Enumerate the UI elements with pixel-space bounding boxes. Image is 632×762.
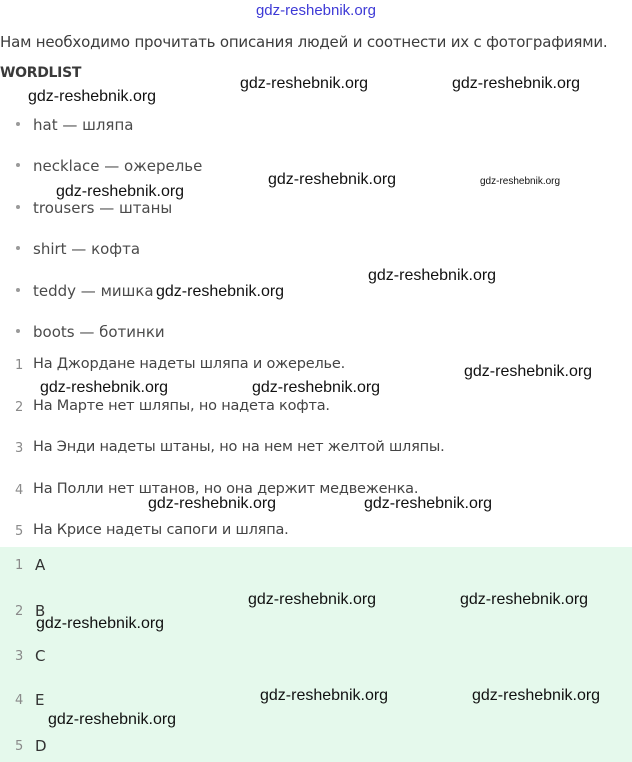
sentence-number: 1 [15, 358, 24, 373]
answer-letter: A [35, 556, 46, 574]
watermark: gdz-reshebnik.org [36, 615, 165, 632]
sentence-text: На Крисе надеты сапоги и шляпа. [33, 522, 289, 538]
wordlist-item [33, 323, 165, 341]
wordlist-item-text: teddy — мишка [33, 282, 154, 300]
answer-letter: B [35, 602, 46, 620]
wordlist-item-text: shirt — кофта [33, 240, 141, 258]
sentence-number: 4 [15, 483, 24, 498]
watermark: gdz-reshebnik.org [364, 495, 493, 512]
wordlist-item [33, 240, 140, 258]
wordlist-title: WORDLIST [0, 65, 82, 81]
bullet-icon [16, 288, 20, 292]
answer-letter: C [35, 647, 46, 665]
sentence-text: На Энди надеты штаны, но на нем нет желтой шляпы. [33, 439, 445, 455]
wordlist-item [33, 157, 202, 175]
wordlist-item-text: hat — шляпа [33, 116, 134, 134]
wordlist-item [33, 199, 172, 217]
answer-number: 3 [15, 649, 24, 664]
site-watermark-header: gdz-reshebnik.org [255, 2, 377, 19]
wordlist-item [33, 116, 133, 134]
watermark: gdz-reshebnik.org [28, 88, 157, 105]
watermark: gdz-reshebnik.org [56, 183, 185, 200]
watermark: gdz-reshebnik.org [460, 591, 589, 608]
answer-letter: D [35, 737, 47, 755]
watermark: gdz-reshebnik.org [268, 171, 397, 188]
sentence-text: На Полли нет штанов, но она держит медвеженка. [33, 481, 419, 497]
watermark: gdz-reshebnik.org [248, 591, 377, 608]
answer-number: 2 [15, 604, 24, 619]
wordlist-item-text: boots — ботинки [33, 323, 165, 341]
answers-panel [0, 547, 632, 762]
watermark: gdz-reshebnik.org [148, 495, 277, 512]
sentence-number: 5 [15, 524, 24, 539]
answer-number: 4 [15, 693, 24, 708]
watermark: gdz-reshebnik.org [368, 267, 497, 284]
bullet-icon [16, 163, 20, 167]
wordlist-item-text: necklace — ожерелье [33, 157, 203, 175]
watermark: gdz-reshebnik.org [252, 379, 381, 396]
answer-number: 5 [15, 739, 24, 754]
sentence-text: На Джордане надеты шляпа и ожерелье. [33, 356, 345, 372]
bullet-icon [16, 205, 20, 209]
answer-letter: E [35, 691, 45, 709]
answer-number: 1 [15, 558, 24, 573]
wordlist-item [33, 282, 154, 300]
watermark: gdz-reshebnik.org [48, 711, 177, 728]
watermark: gdz-reshebnik.org [464, 363, 593, 380]
watermark: gdz-reshebnik.org [472, 687, 601, 704]
watermark: gdz-reshebnik.org [480, 176, 561, 187]
watermark: gdz-reshebnik.org [240, 75, 369, 92]
watermark: gdz-reshebnik.org [260, 687, 389, 704]
bullet-icon [16, 246, 20, 250]
bullet-icon [16, 122, 20, 126]
sentence-text: На Марте нет шляпы, но надета кофта. [33, 398, 330, 414]
watermark: gdz-reshebnik.org [40, 379, 169, 396]
watermark: gdz-reshebnik.org [452, 75, 581, 92]
task-instruction: Нам необходимо прочитать описания людей и соотнести их с фотографиями. [0, 33, 608, 51]
bullet-icon [16, 329, 20, 333]
watermark: gdz-reshebnik.org [156, 283, 285, 300]
wordlist-item-text: trousers — штаны [33, 199, 173, 217]
sentence-number: 2 [15, 400, 24, 415]
sentence-number: 3 [15, 441, 24, 456]
